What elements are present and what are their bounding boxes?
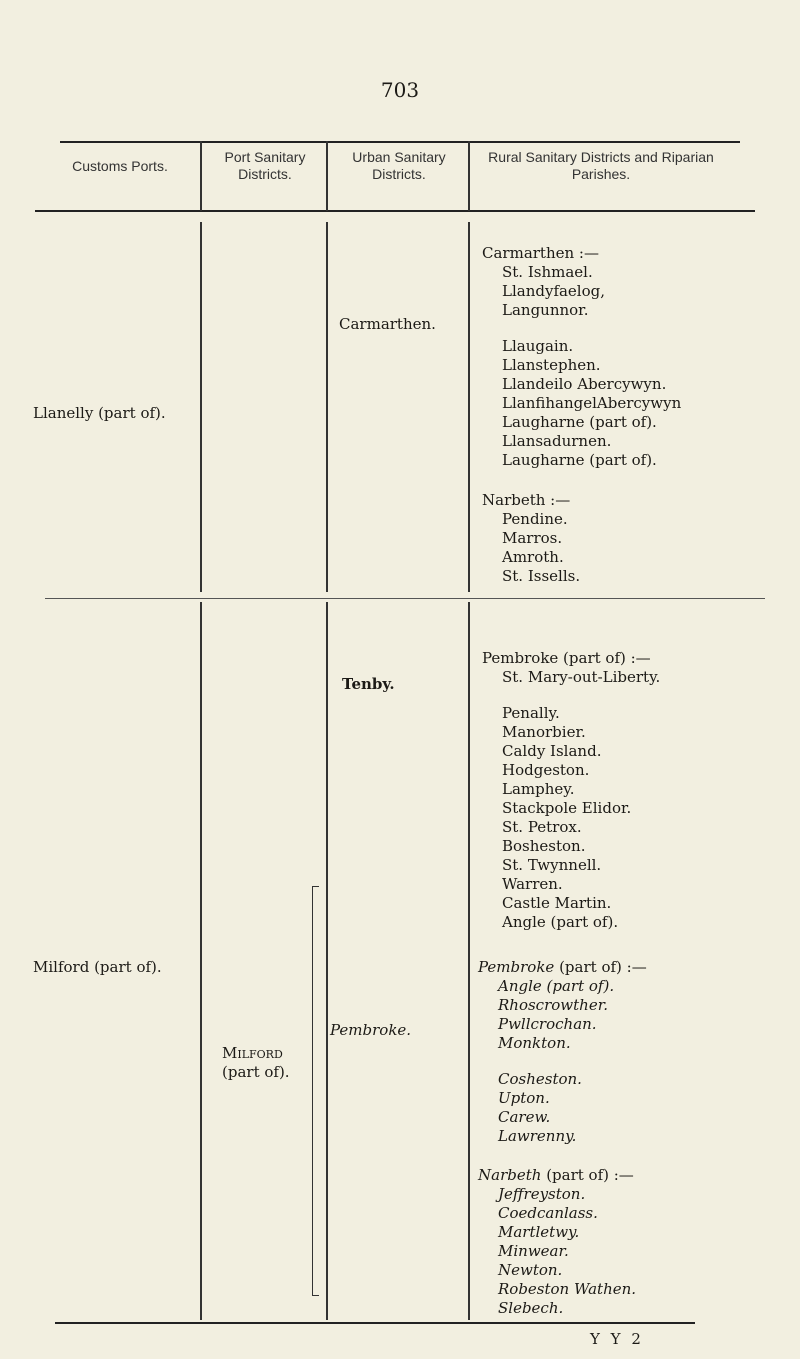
col-divider-1-s1 xyxy=(200,222,202,592)
top-rule xyxy=(60,141,740,143)
group-heading: Narbeth :— xyxy=(482,491,571,509)
parish: Llansadurnen. xyxy=(502,432,612,450)
parish: Slebech. xyxy=(498,1299,564,1317)
parish: Laugharne (part of). xyxy=(502,451,657,469)
rural-tenby-group xyxy=(482,649,660,932)
group-heading: Carmarthen :— xyxy=(482,244,599,262)
col-divider-3 xyxy=(468,141,470,211)
parish: Penally. xyxy=(502,704,560,722)
col-divider-3-s1 xyxy=(468,222,470,592)
header-rule xyxy=(35,210,755,212)
header-rural-sanitary: Rural Sanitary Districts and Riparian Parishes. xyxy=(488,149,714,182)
parish: Marros. xyxy=(502,529,563,547)
parish: Llandyfaelog, xyxy=(502,282,606,300)
col-divider-3-s2 xyxy=(468,602,470,1320)
parish: Monkton. xyxy=(498,1034,571,1052)
parish: Carew. xyxy=(498,1108,551,1126)
parish: St. Mary-out-Liberty. xyxy=(502,668,661,686)
rural-pembroke-group xyxy=(478,958,647,1146)
col-divider-2-s2 xyxy=(326,602,328,1320)
parish: Castle Martin. xyxy=(502,894,612,912)
page-number: 703 xyxy=(380,78,420,102)
parish: Angle (part of). xyxy=(498,977,615,995)
parish: Robeston Wathen. xyxy=(498,1280,637,1298)
port-sanitary-milford-part: (part of). xyxy=(222,1063,290,1081)
customs-port-llanelly: Llanelly (part of). xyxy=(33,404,166,422)
parish: Cosheston. xyxy=(498,1070,582,1088)
header-port-sanitary: Port Sanitary Districts. xyxy=(224,149,306,182)
customs-port-milford: Milford (part of). xyxy=(33,958,162,976)
urban-carmarthen: Carmarthen. xyxy=(339,315,436,333)
group-heading xyxy=(478,1166,636,1185)
parish: St. Ishmael. xyxy=(502,263,593,281)
parish: Pwllcrochan. xyxy=(498,1015,597,1033)
parish: St. Issells. xyxy=(502,567,581,585)
parish: Laugharne (part of). xyxy=(502,413,657,431)
parish: Llanstephen. xyxy=(502,356,601,374)
bottom-rule xyxy=(55,1322,695,1324)
col-divider-2-s1 xyxy=(326,222,328,592)
parish: Manorbier. xyxy=(502,723,586,741)
header-customs-ports: Customs Ports. xyxy=(72,158,168,174)
section-rule xyxy=(45,598,765,599)
port-bracket xyxy=(312,886,319,1296)
group-heading-name: Narbeth xyxy=(478,1166,542,1184)
col-divider-1 xyxy=(200,141,202,211)
parish: Minwear. xyxy=(498,1242,569,1260)
signature-mark: Y Y 2 xyxy=(590,1330,644,1348)
parish: St. Petrox. xyxy=(502,818,582,836)
rural-carmarthen-group xyxy=(482,244,681,470)
group-heading-suffix: (part of) :— xyxy=(559,958,647,976)
rural-narbeth-group xyxy=(482,491,580,586)
parish: Llandeilo Abercywyn. xyxy=(502,375,667,393)
parish: Newton. xyxy=(498,1261,563,1279)
group-heading xyxy=(478,958,647,977)
col-divider-2 xyxy=(326,141,328,211)
parish: Amroth. xyxy=(502,548,564,566)
parish: Bosheston. xyxy=(502,837,586,855)
parish: St. Twynnell. xyxy=(502,856,602,874)
parish: Rhoscrowther. xyxy=(498,996,608,1014)
port-sanitary-milford: Milford xyxy=(222,1044,283,1062)
parish: Jeffreyston. xyxy=(498,1185,586,1203)
urban-pembroke: Pembroke. xyxy=(330,1021,412,1039)
group-heading: Pembroke (part of) :— xyxy=(482,649,651,667)
parish: Lawrenny. xyxy=(498,1127,577,1145)
parish: Lamphey. xyxy=(502,780,575,798)
parish: Angle (part of). xyxy=(502,913,619,931)
rural-narbeth-group-2 xyxy=(478,1166,636,1318)
parish: Llaugain. xyxy=(502,337,574,355)
parish: Stackpole Elidor. xyxy=(502,799,632,817)
parish: Pendine. xyxy=(502,510,568,528)
header-urban-sanitary: Urban Sanitary Districts. xyxy=(352,149,446,182)
parish: Hodgeston. xyxy=(502,761,590,779)
parish: LlanfihangelAbercywyn xyxy=(502,394,682,412)
parish: Langunnor. xyxy=(502,301,589,319)
parish: Warren. xyxy=(502,875,563,893)
urban-tenby: Tenby. xyxy=(342,675,395,693)
group-heading-name: Pembroke xyxy=(478,958,555,976)
parish: Coedcanlass. xyxy=(498,1204,598,1222)
parish: Martletwy. xyxy=(498,1223,580,1241)
col-divider-1-s2 xyxy=(200,602,202,1320)
parish: Upton. xyxy=(498,1089,550,1107)
parish: Caldy Island. xyxy=(502,742,602,760)
group-heading-suffix: (part of) :— xyxy=(546,1166,634,1184)
